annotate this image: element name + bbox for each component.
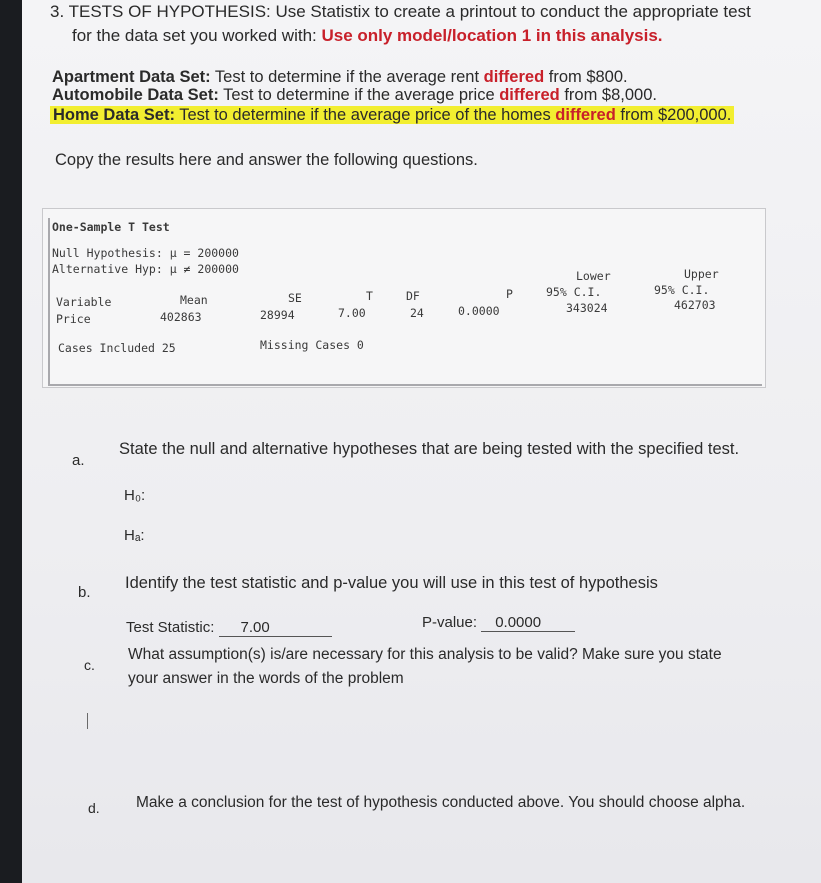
- title-part2: for the data set you worked with:: [72, 26, 322, 45]
- apartment-dataset: [52, 68, 628, 87]
- question-b-letter: b.: [78, 584, 91, 601]
- null-hypothesis-blank: H₀:: [124, 487, 146, 504]
- row-se: 28994: [260, 308, 295, 322]
- question-d-letter: d.: [88, 800, 100, 816]
- apartment-tail: from $800.: [544, 68, 628, 86]
- question-heading: [50, 2, 751, 22]
- row-t: 7.00: [338, 306, 366, 320]
- p-value-label: P-value:: [422, 614, 478, 631]
- printout-border: [48, 218, 762, 386]
- automobile-text: Test to determine if the average price: [218, 86, 500, 104]
- home-highlight: [50, 106, 734, 124]
- question-a-letter: a.: [72, 452, 85, 469]
- home-dataset: [50, 106, 734, 125]
- p-value-line: [422, 614, 575, 632]
- question-c-letter: c.: [84, 657, 95, 673]
- cases-included: Cases Included 25: [58, 341, 176, 355]
- header-mean: Mean: [180, 293, 208, 307]
- missing-cases: Missing Cases 0: [260, 338, 364, 352]
- title-red-emphasis: Use only model/location 1 in this analysis.: [321, 26, 663, 45]
- question-a-text: State the null and alternative hypotheses that are being tested with the specified test.: [119, 440, 740, 458]
- copy-instruction: Copy the results here and answer the following questions.: [55, 151, 478, 169]
- question-d-text: Make a conclusion for the test of hypothesis conducted above. You should choose alpha.: [136, 794, 746, 811]
- header-upper: Upper: [684, 267, 719, 281]
- row-p: 0.0000: [458, 304, 500, 318]
- null-hypothesis-line: Null Hypothesis: µ = 200000: [52, 246, 239, 260]
- text-cursor: [87, 713, 88, 729]
- question-c-line1: What assumption(s) is/are necessary for this analysis to be valid? Make sure you state: [128, 646, 722, 663]
- question-c-line2: your answer in the words of the problem: [128, 670, 404, 687]
- test-statistic-line: [126, 619, 332, 637]
- alt-hypothesis-line: Alternative Hyp: µ ≠ 200000: [52, 262, 239, 276]
- p-value-answer: 0.0000: [481, 614, 575, 632]
- row-df: 24: [410, 306, 424, 320]
- header-upper-ci: 95% C.I.: [654, 283, 710, 297]
- header-variable: Variable: [56, 295, 112, 309]
- header-t: T: [366, 289, 373, 303]
- apartment-label: Apartment Data Set:: [52, 68, 211, 86]
- home-label: Home Data Set:: [53, 106, 175, 124]
- question-b-text: Identify the test statistic and p-value you will use in this test of hypothesis: [125, 574, 658, 592]
- question-title-line1: TESTS OF HYPOTHESIS: Use Statistix to create a printout to conduct the appropriate test: [68, 2, 751, 21]
- test-statistic-label: Test Statistic:: [126, 619, 215, 636]
- printout-title: One-Sample T Test: [52, 220, 170, 234]
- question-number: 3.: [50, 2, 65, 21]
- apartment-emph: differed: [483, 68, 545, 86]
- automobile-label: Automobile Data Set:: [52, 86, 219, 104]
- home-text: Test to determine if the average price of the homes: [174, 106, 556, 124]
- alt-hypothesis-blank: Hₐ:: [124, 527, 145, 544]
- automobile-dataset: [52, 86, 657, 105]
- home-tail: from $200,000.: [615, 106, 732, 124]
- row-variable: Price: [56, 312, 91, 326]
- row-mean: 402863: [160, 310, 202, 324]
- automobile-emph: differed: [499, 86, 560, 104]
- question-title-line2: [72, 26, 663, 46]
- home-emph: differed: [555, 106, 616, 124]
- header-lower: Lower: [576, 269, 611, 283]
- test-statistic-answer: 7.00: [219, 619, 332, 637]
- header-lower-ci: 95% C.I.: [546, 285, 602, 299]
- apartment-text: Test to determine if the average rent: [210, 68, 484, 86]
- automobile-tail: from $8,000.: [559, 86, 657, 104]
- row-lower: 343024: [566, 301, 608, 315]
- header-p: P: [506, 287, 513, 301]
- row-upper: 462703: [674, 298, 716, 312]
- header-se: SE: [288, 291, 302, 305]
- header-df: DF: [406, 289, 420, 303]
